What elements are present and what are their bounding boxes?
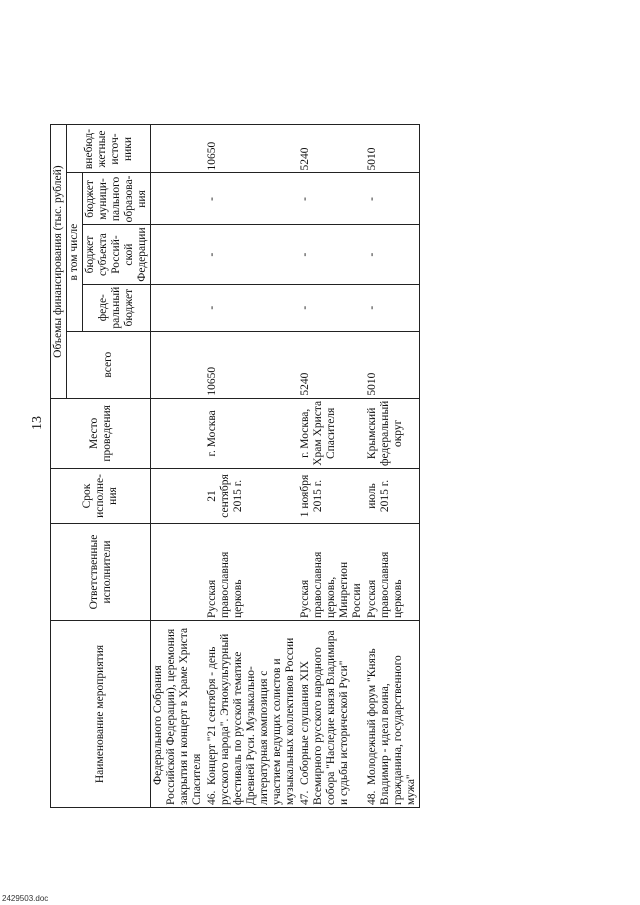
header-name: Наименование мероприятия [51,621,151,808]
file-reference: 2429503.doc [2,894,49,903]
regional-cell: - [205,225,298,284]
extrabudget-cell: 5240 [298,125,365,173]
extrabudget-cell: 5010 [365,125,420,173]
event-name-cell: 46.Концерт "21 сентября - день русского народа". Этнокультурный фестиваль по русской тематике Древней Руси. Музыкально-литературная композиция с участием ведущих солистов и музыкальных коллективов России [205,621,298,808]
total-cell [151,331,206,398]
municipal-cell [151,173,206,225]
rotated-page [25,0,625,853]
venue-cell: Крымский федеральный округ [365,398,420,468]
federal-cell: - [365,284,420,331]
extrabudget-cell [151,125,206,173]
regional-cell: - [365,225,420,284]
municipal-cell: - [298,173,365,225]
regional-cell: - [298,225,365,284]
total-cell: 5010 [365,331,420,398]
federal-cell [151,284,206,331]
executors-cell: Русская православная церковь [205,524,298,621]
event-name-cell: 47.Соборные слушания XIX Всемирного русского народного собора "Наследие князя Владимира и судьбы исторической Руси" [298,621,365,808]
events-funding-table [50,125,420,809]
venue-cell: г. Москва, Храм Христа Спасителя [298,398,365,468]
deadline-cell [151,469,206,524]
header-regional: бюджет субъекта Россий-ской Федерации [83,225,151,284]
total-cell: 10650 [205,331,298,398]
federal-cell: - [205,284,298,331]
event-name-cell: Федерального Собрания Российской Федерации), церемония закрытия и концерт в Храме Христа Спасителя [151,621,206,808]
header-deadline: Срок исполне-ния [51,469,151,524]
table-row [151,125,206,808]
deadline-cell: 21 сентября 2015 г. [205,469,298,524]
deadline-cell: июль 2015 г. [365,469,420,524]
executors-cell: Русская православная церковь [365,524,420,621]
venue-cell: г. Москва [205,398,298,468]
header-total: всего [67,331,151,398]
venue-cell [151,398,206,468]
table-row [298,125,365,808]
municipal-cell: - [365,173,420,225]
total-cell: 5240 [298,331,365,398]
table-row [205,125,298,808]
header-extrabudget: внебюд-жетные источ-ники [67,125,151,173]
executors-cell: Русская православная церковь, Минрегион России [298,524,365,621]
header-municipal: бюджет муници-пального образова-ния [83,173,151,225]
header-including: в том числе [67,173,83,331]
table-row [365,125,420,808]
header-venue: Место проведения [51,398,151,468]
event-name-cell: 48.Молодежный форум "Князь Владимир - идеал воина, гражданина, государственного мужа" [365,621,420,808]
executors-cell [151,524,206,621]
deadline-cell: 1 ноября 2015 г. [298,469,365,524]
federal-cell: - [298,284,365,331]
header-federal: феде-ральный бюджет [83,284,151,331]
municipal-cell: - [205,173,298,225]
page-number: 13 [30,416,45,430]
extrabudget-cell: 10650 [205,125,298,173]
header-executors: Ответственные исполнители [51,524,151,621]
regional-cell [151,225,206,284]
header-funding: Объемы финансирования (тыс. рублей) [51,125,67,398]
